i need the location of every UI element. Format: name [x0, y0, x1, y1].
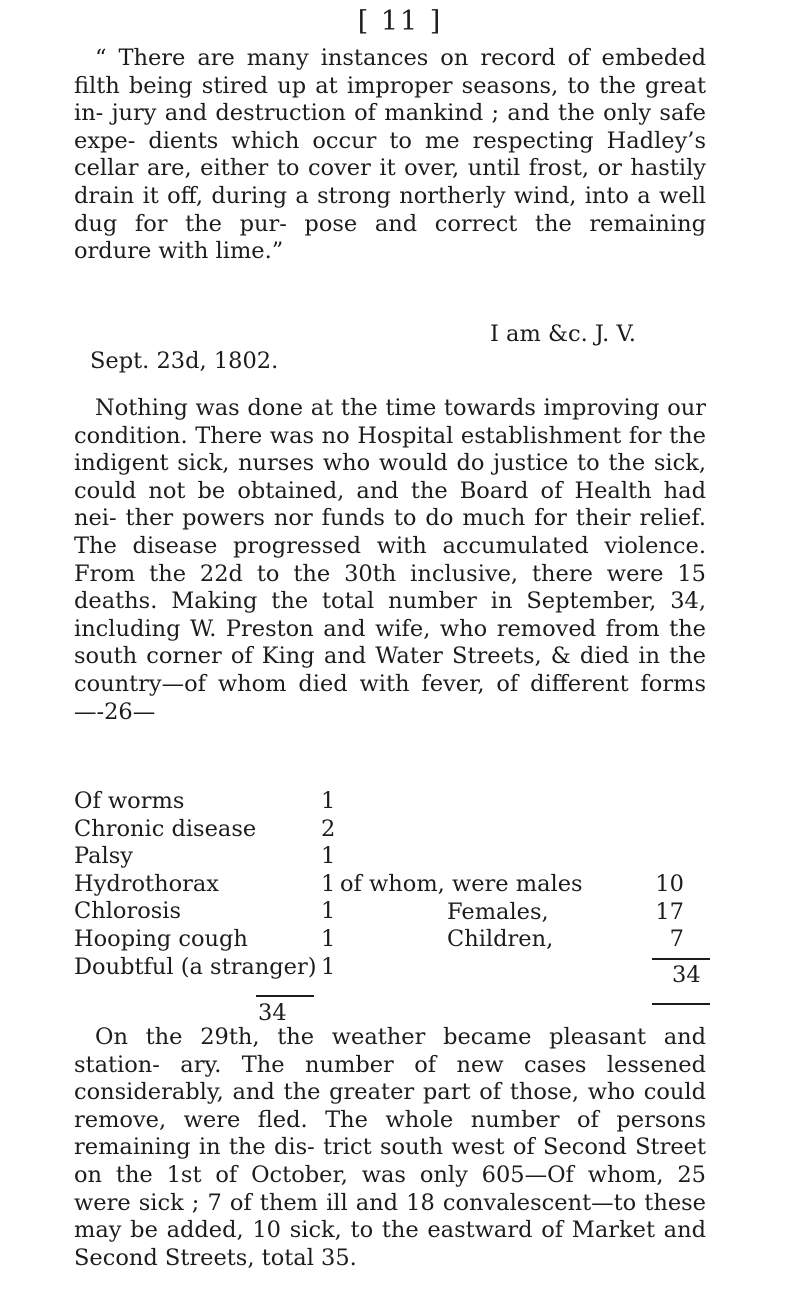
breakdown-count: 10 — [655, 871, 684, 897]
cause-row — [74, 871, 374, 899]
cause-count: 1 — [321, 843, 336, 870]
cause-name: Palsy — [74, 843, 133, 870]
cause-row — [74, 843, 374, 871]
cause-row — [74, 816, 374, 844]
breakdown-row — [340, 899, 720, 927]
cause-count: 2 — [321, 815, 336, 842]
causes-of-death-list — [74, 788, 374, 981]
breakdown-total: 34 — [672, 962, 701, 988]
letter-signature: I am &c. J. V. — [490, 321, 636, 347]
cause-count: 1 — [321, 925, 336, 952]
cause-count: 1 — [321, 870, 336, 897]
breakdown-label: of whom, were males — [340, 871, 583, 897]
cause-row — [74, 954, 374, 982]
paragraph-october-census: On the 29th, the weather became pleasant and station- ary. The number of new cases lessened considerably, and the greater part of those, who could remove, were fled. The whole number of persons remaining in the dis- trict south west of Second Street on the 1st of October, was only 605—Of whom, 25 were sick ; 7 of them ill and 18 convalescent—to these may be added, 10 sick, to the eastward of Market and Second Streets, total 35. — [74, 1024, 706, 1271]
paragraph-september-deaths: Nothing was done at the time towards improving our condition. There was no Hospital establishment for the indigent sick, nurses who would do justice to the sick, could not be obtained, and the Board of Health had nei- ther powers nor funds to do much for their relief. The disease progressed with accumulated violence. From the 22d to the 30th inclusive, there were 15 deaths. Making the total number in September, 34, including W. Preston and wife, who removed from the south corner of King and Water Streets, & died in the country—of whom died with fever, of different forms—-26— — [74, 395, 706, 725]
cause-name: Chlorosis — [74, 898, 182, 925]
cause-row — [74, 788, 374, 816]
cause-name: Chronic disease — [74, 815, 257, 842]
breakdown-total-rule-top — [652, 958, 710, 960]
letter-date: Sept. 23d, 1802. — [90, 348, 279, 374]
quoted-letter: “ There are many instances on record of embeded filth being stired up at improper seasons, to the great in- jury and destruction of mankind ; and the only safe expe- dients which occur to me respecting Hadley’s cellar are, either to cover it over, until frost, or hastily drain it off, during a strong northerly wind, into a well dug for the pur- pose and correct the remaining ordure with lime.” — [74, 45, 706, 265]
breakdown-count: 17 — [655, 898, 684, 925]
cause-count: 1 — [321, 953, 336, 980]
breakdown-count: 7 — [669, 926, 684, 953]
breakdown-row — [340, 926, 720, 954]
cause-row — [74, 926, 374, 954]
causes-total-rule — [256, 995, 314, 997]
breakdown-total-rule-bottom — [652, 1003, 710, 1005]
cause-name: Hydrothorax — [74, 870, 219, 897]
deaths-by-sex-list — [340, 871, 720, 954]
cause-name: Doubtful (a stranger) — [74, 953, 317, 980]
cause-count: 1 — [321, 898, 336, 925]
cause-name: Of worms — [74, 788, 185, 814]
cause-count: 1 — [321, 788, 336, 814]
cause-row — [74, 898, 374, 926]
breakdown-row — [340, 871, 720, 899]
cause-name: Hooping cough — [74, 925, 248, 952]
page-number: [ 11 ] — [357, 6, 443, 37]
causes-total: 34 — [258, 1000, 287, 1026]
breakdown-label: Children, — [447, 926, 554, 953]
breakdown-label: Females, — [447, 898, 549, 925]
